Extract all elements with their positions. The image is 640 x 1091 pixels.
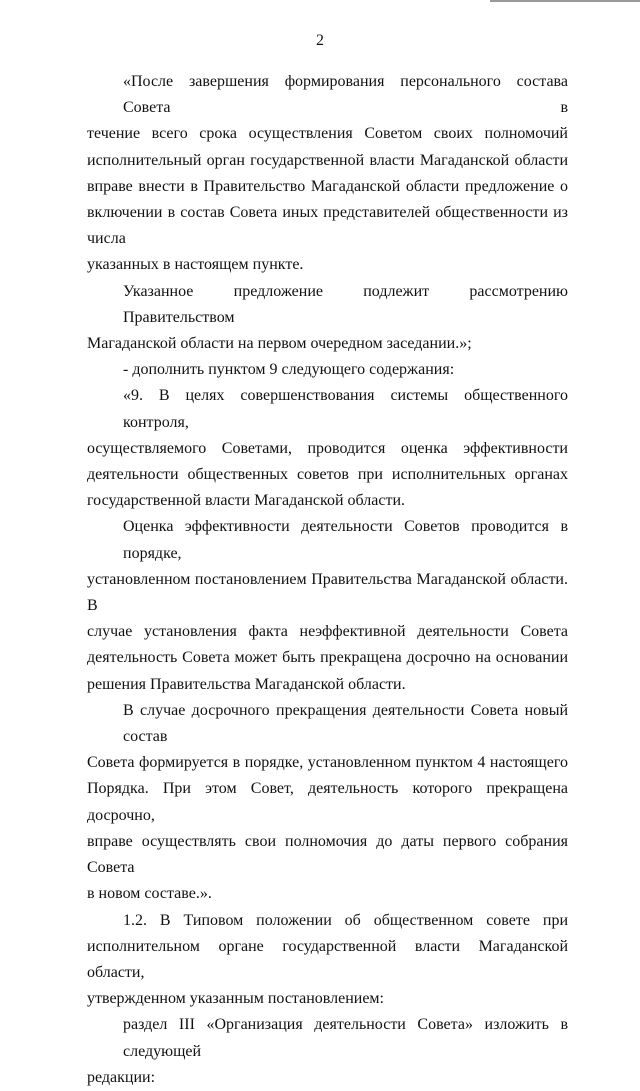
page-number: 2 (316, 32, 324, 49)
paragraph (87, 698, 568, 908)
text-line: вправе внести в Правительство Магаданской области предложение о (87, 177, 568, 195)
paragraph (87, 69, 568, 279)
text-line: осуществляемого Советами, проводится оценка эффективности (87, 439, 568, 457)
paragraph (87, 1012, 568, 1091)
text-line: утвержденном указанным постановлением: (87, 990, 384, 1008)
text-line: решения Правительства Магаданской области. (87, 675, 406, 693)
text-line: случае установления факта неэффективной деятельности Совета (87, 623, 568, 641)
text-line: 1.2. В Типовом положении об общественном совете при (123, 911, 568, 929)
text-line: «9. В целях совершенствования системы общественного контроля, (123, 387, 568, 431)
text-line: установленном постановлением Правительства Магаданской области. В (87, 570, 568, 615)
text-line: В случае досрочного прекращения деятельности Совета новый состав (123, 701, 568, 746)
text-line: - дополнить пунктом 9 следующего содержания: (123, 361, 455, 379)
text-line: деятельность Совета может быть прекращена досрочно на основании (87, 649, 568, 667)
paragraph (87, 383, 568, 514)
paragraph (87, 279, 568, 358)
text-line: Указанное предложение подлежит рассмотрению Правительством (123, 282, 568, 326)
text-line: деятельности общественных советов при исполнительных органах (87, 466, 568, 484)
text-line: раздел III «Организация деятельности Совета» изложить в следующей (123, 1016, 568, 1060)
text-line: Порядка. При этом Совет, деятельность которого прекращена досрочно, (87, 780, 568, 824)
text-line: в новом составе.». (87, 885, 212, 903)
text-line: редакции: (87, 1068, 156, 1086)
paragraph (87, 357, 568, 383)
document-body (87, 69, 568, 1091)
text-line: исполнительном органе государственной власти Магаданской области, (87, 937, 568, 981)
text-line: государственной власти Магаданской области. (87, 492, 406, 510)
text-line: указанных в настоящем пункте. (87, 256, 304, 274)
text-line: течение всего срока осуществления Советом своих полномочий (87, 125, 568, 143)
text-line: «После завершения формирования персонального состава Совета в (123, 73, 568, 117)
scan-edge-line (490, 0, 640, 2)
text-line: вправе осуществлять свои полномочия до даты первого собрания Совета (87, 832, 568, 877)
text-line: Совета формируется в порядке, установленном пунктом 4 настоящего (87, 754, 568, 772)
text-line: Оценка эффективности деятельности Советов проводится в порядке, (123, 518, 568, 562)
text-line: исполнительный орган государственной власти Магаданской области (87, 151, 568, 169)
text-line: Магаданской области на первом очередном заседании.»; (87, 335, 472, 353)
paragraph (87, 908, 568, 1013)
paragraph (87, 514, 568, 697)
text-line: включении в состав Совета иных представителей общественности из числа (87, 204, 568, 248)
